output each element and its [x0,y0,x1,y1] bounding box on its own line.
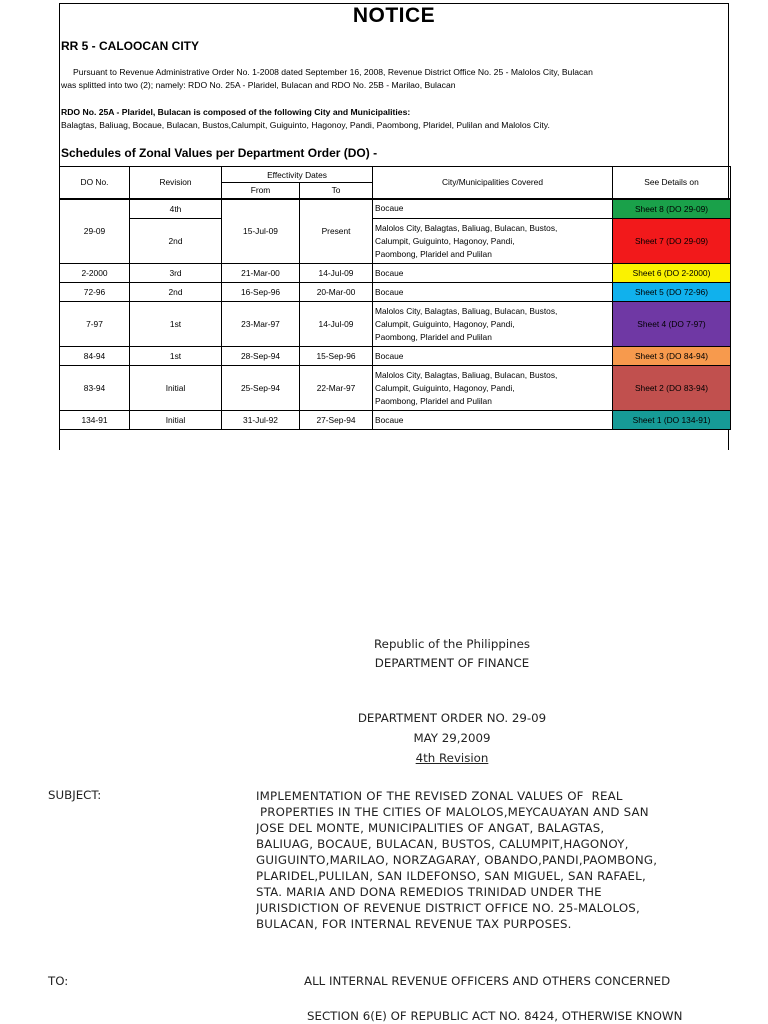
effective-to: 27-Sep-94 [300,411,373,430]
table-row [60,283,731,302]
revision: 4th [130,199,222,219]
effective-from: 23-Mar-97 [222,302,300,347]
notice-title: NOTICE [352,4,436,27]
department-order-number: DEPARTMENT ORDER NO. 29-09 [357,711,547,725]
section-reference: SECTION 6(E) OF REPUBLIC ACT NO. 8424, OTHERWISE KNOWN [307,1009,683,1023]
effective-to: 20-Mar-00 [300,283,373,302]
do-number: 134-91 [60,411,130,430]
cities-covered [373,219,613,264]
rdo-split-line-1: Pursuant to Revenue Administrative Order No. 1-2008 dated September 16, 2008, Revenue District Office No. 25 - Malolos City, Bulacan [73,67,593,77]
do-number: 7-97 [60,302,130,347]
sheet-link[interactable]: Sheet 4 (DO 7-97) [613,302,731,347]
do-number: 2-2000 [60,264,130,283]
rdo-composition-paragraph [61,106,729,132]
cities-covered [373,199,613,219]
sheet-link[interactable]: Sheet 3 (DO 84-94) [613,347,731,366]
sheet-link[interactable]: Sheet 5 (DO 72-96) [613,283,731,302]
table-row [60,199,731,219]
republic-line: Republic of the Philippines [374,637,530,651]
col-to: To [300,183,373,199]
to-label: TO: [48,974,69,988]
effective-to: 14-Jul-09 [300,302,373,347]
sheet-link[interactable]: Sheet 7 (DO 29-09) [613,219,731,264]
subject-line: STA. MARIA AND DONA REMEDIOS TRINIDAD UNDER THE [256,885,602,899]
table-row [60,411,731,430]
revision: 3rd [130,264,222,283]
city-line: Bocaue [375,267,404,278]
effective-from: 28-Sep-94 [222,347,300,366]
col-effectivity: Effectivity Dates [222,167,373,183]
rdo-split-line-2: was splitted into two (2); namely: RDO No. 25A - Plaridel, Bulacan and RDO No. 25B - Marilao, Bulacan [61,80,456,90]
col-revision: Revision [130,167,222,199]
rdo-composition-line-2: Balagtas, Baliuag, Bocaue, Bulacan, Bustos,Calumpit, Guiguinto, Hagonoy, Pandi, Paombong, Plaridel, Pulilan and Malolos City. [61,120,550,130]
effective-to: 14-Jul-09 [300,264,373,283]
city-line: Calumpit, Guiguinto, Hagonoy, Pandi, [375,318,515,329]
effective-from: 15-Jul-09 [222,199,300,264]
subject-line: GUIGUINTO,MARILAO, NORZAGARAY, OBANDO,PANDI,PAOMBONG, [256,853,658,867]
do-number: 83-94 [60,366,130,411]
col-details: See Details on [613,167,731,199]
effective-from: 21-Mar-00 [222,264,300,283]
subject-line: JURISDICTION OF REVENUE DISTRICT OFFICE NO. 25-MALOLOS, [256,901,640,915]
city-line: Paombong, Plaridel and Pulilan [375,248,492,259]
do-number: 84-94 [60,347,130,366]
cities-covered [373,347,613,366]
city-line: Bocaue [375,286,404,297]
subject-line: IMPLEMENTATION OF THE REVISED ZONAL VALUES OF REAL [256,789,623,803]
schedule-heading: Schedules of Zonal Values per Department Order (DO) - [61,146,378,160]
effective-to: Present [300,199,373,264]
cities-covered [373,411,613,430]
effective-to: 15-Sep-96 [300,347,373,366]
sheet-link[interactable]: Sheet 2 (DO 83-94) [613,366,731,411]
city-line: Calumpit, Guiguinto, Hagonoy, Pandi, [375,382,515,393]
city-line: Bocaue [375,350,404,361]
effective-from: 16-Sep-96 [222,283,300,302]
city-line: Paombong, Plaridel and Pulilan [375,395,492,406]
table-row [60,347,731,366]
col-do-no: DO No. [60,167,130,199]
effective-from: 25-Sep-94 [222,366,300,411]
subject-body [256,788,726,932]
rdo-composition-line-1: RDO No. 25A - Plaridel, Bulacan is composed of the following City and Municipalities: [61,107,411,117]
sheet-link[interactable]: Sheet 1 (DO 134-91) [613,411,731,430]
rdo-split-paragraph [61,66,729,92]
subject-line: BULACAN, FOR INTERNAL REVENUE TAX PURPOSES. [256,917,572,931]
effective-from: 31-Jul-92 [222,411,300,430]
sheet-link[interactable]: Sheet 8 (DO 29-09) [613,199,731,219]
cities-covered [373,264,613,283]
cities-covered [373,366,613,411]
col-from: From [222,183,300,199]
do-number: 29-09 [60,199,130,264]
city-line: Malolos City, Balagtas, Baliuag, Bulacan, Bustos, [375,222,558,233]
order-date: MAY 29,2009 [413,731,491,745]
department-line: DEPARTMENT OF FINANCE [374,656,530,670]
subject-line: JOSE DEL MONTE, MUNICIPALITIES OF ANGAT, BALAGTAS, [256,821,605,835]
subject-label: SUBJECT: [48,788,102,802]
subject-line: BALIUAG, BOCAUE, BULACAN, BUSTOS, CALUMPIT,HAGONOY, [256,837,629,851]
city-line: Bocaue [375,414,404,425]
city-line: Malolos City, Balagtas, Baliuag, Bulacan, Bustos, [375,369,558,380]
subject-line: PROPERTIES IN THE CITIES OF MALOLOS,MEYCAUAYAN AND SAN [256,805,649,819]
revenue-region: RR 5 - CALOOCAN CITY [61,39,199,53]
revision: 2nd [130,283,222,302]
order-revision: 4th Revision [415,751,489,765]
city-line: Malolos City, Balagtas, Baliuag, Bulacan, Bustos, [375,305,558,316]
to-recipients: ALL INTERNAL REVENUE OFFICERS AND OTHERS CONCERNED [304,974,671,988]
cities-covered [373,283,613,302]
revision: 1st [130,302,222,347]
revision: 1st [130,347,222,366]
zonal-values-table [59,166,731,430]
effective-to: 22-Mar-97 [300,366,373,411]
do-number: 72-96 [60,283,130,302]
subject-line: PLARIDEL,PULILAN, SAN ILDEFONSO, SAN MIGUEL, SAN RAFAEL, [256,869,646,883]
revision: 2nd [130,219,222,264]
city-line: Calumpit, Guiguinto, Hagonoy, Pandi, [375,235,515,246]
revision: Initial [130,411,222,430]
city-line: Bocaue [375,203,404,214]
city-line: Paombong, Plaridel and Pulilan [375,331,492,342]
table-row [60,264,731,283]
sheet-link[interactable]: Sheet 6 (DO 2-2000) [613,264,731,283]
col-cities: City/Municipalities Covered [373,167,613,199]
table-row [60,302,731,347]
cities-covered [373,302,613,347]
revision: Initial [130,366,222,411]
table-row [60,219,731,264]
table-row [60,366,731,411]
